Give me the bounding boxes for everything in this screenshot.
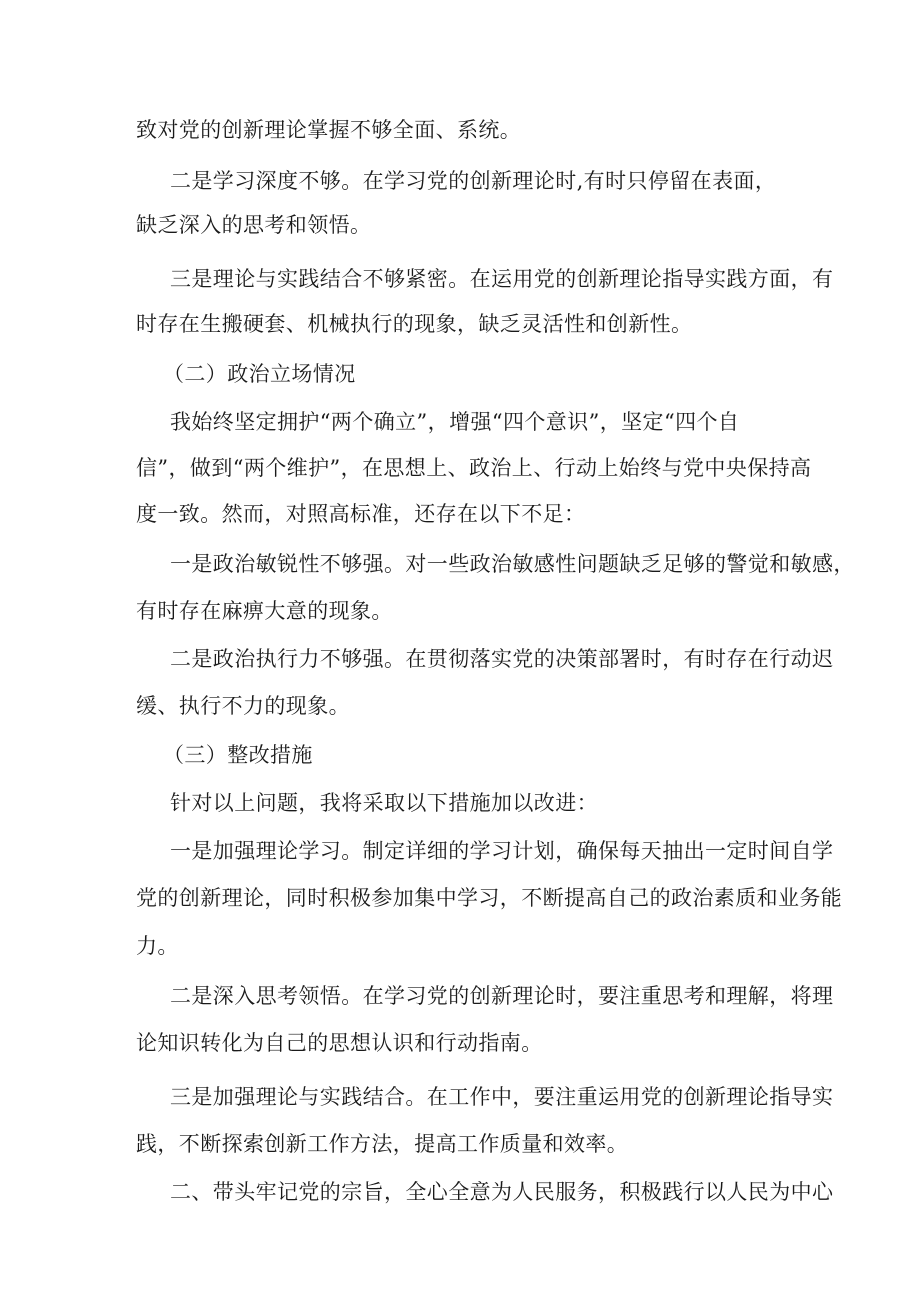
text-line: 有时存在麻痹大意的现象。	[136, 599, 393, 623]
text-line: 力。	[136, 934, 179, 958]
text-line: 二是政治执行力不够强。在贯彻落实党的决策部署时，有时存在行动迟	[170, 647, 834, 671]
section-heading: （三）整改措施	[163, 743, 313, 767]
text-line: 二是学习深度不够。在学习党的创新理论时,有时只停留在表面，	[170, 169, 777, 193]
text-line: 二是深入思考领悟。在学习党的创新理论时，要注重思考和理解，将理	[170, 984, 834, 1008]
text-line: 度一致。然而，对照高标准，还存在以下不足：	[136, 502, 586, 526]
text-line: 党的创新理论，同时积极参加集中学习，不断提高自己的政治素质和业务能	[136, 886, 843, 910]
text-line: 缓、执行不力的现象。	[136, 694, 350, 718]
text-line: 针对以上问题，我将采取以下措施加以改进：	[170, 791, 598, 815]
text-line: 论知识转化为自己的思想认识和行动指南。	[136, 1031, 543, 1055]
text-line: 三是加强理论与实践结合。在工作中，要注重运用党的创新理论指导实	[170, 1085, 834, 1109]
text-line: 时存在生搬硬套、机械执行的现象，缺乏灵活性和创新性。	[136, 312, 693, 336]
text-line: 致对党的创新理论掌握不够全面、系统。	[136, 118, 522, 142]
text-line: 我始终坚定拥护“两个确立”，增强“四个意识”，坚定“四个自	[170, 410, 740, 434]
text-line: 缺乏深入的思考和领悟。	[136, 213, 372, 237]
text-line: 一是加强理论学习。制定详细的学习计划，确保每天抽出一定时间自学	[170, 839, 834, 863]
text-line: 践，不断探索创新工作方法，提高工作质量和效率。	[136, 1132, 629, 1156]
text-line: 三是理论与实践结合不够紧密。在运用党的创新理论指导实践方面，有	[170, 267, 834, 291]
section-heading: 二、带头牢记党的宗旨，全心全意为人民服务，积极践行以人民为中心	[170, 1180, 834, 1204]
section-heading: （二）政治立场情况	[163, 362, 356, 386]
text-line: 信”，做到“两个维护”，在思想上、政治上、行动上始终与党中央保持高	[136, 456, 812, 480]
text-line: 一是政治敏锐性不够强。对一些政治敏感性问题缺乏足够的警觉和敏感，	[170, 552, 855, 576]
